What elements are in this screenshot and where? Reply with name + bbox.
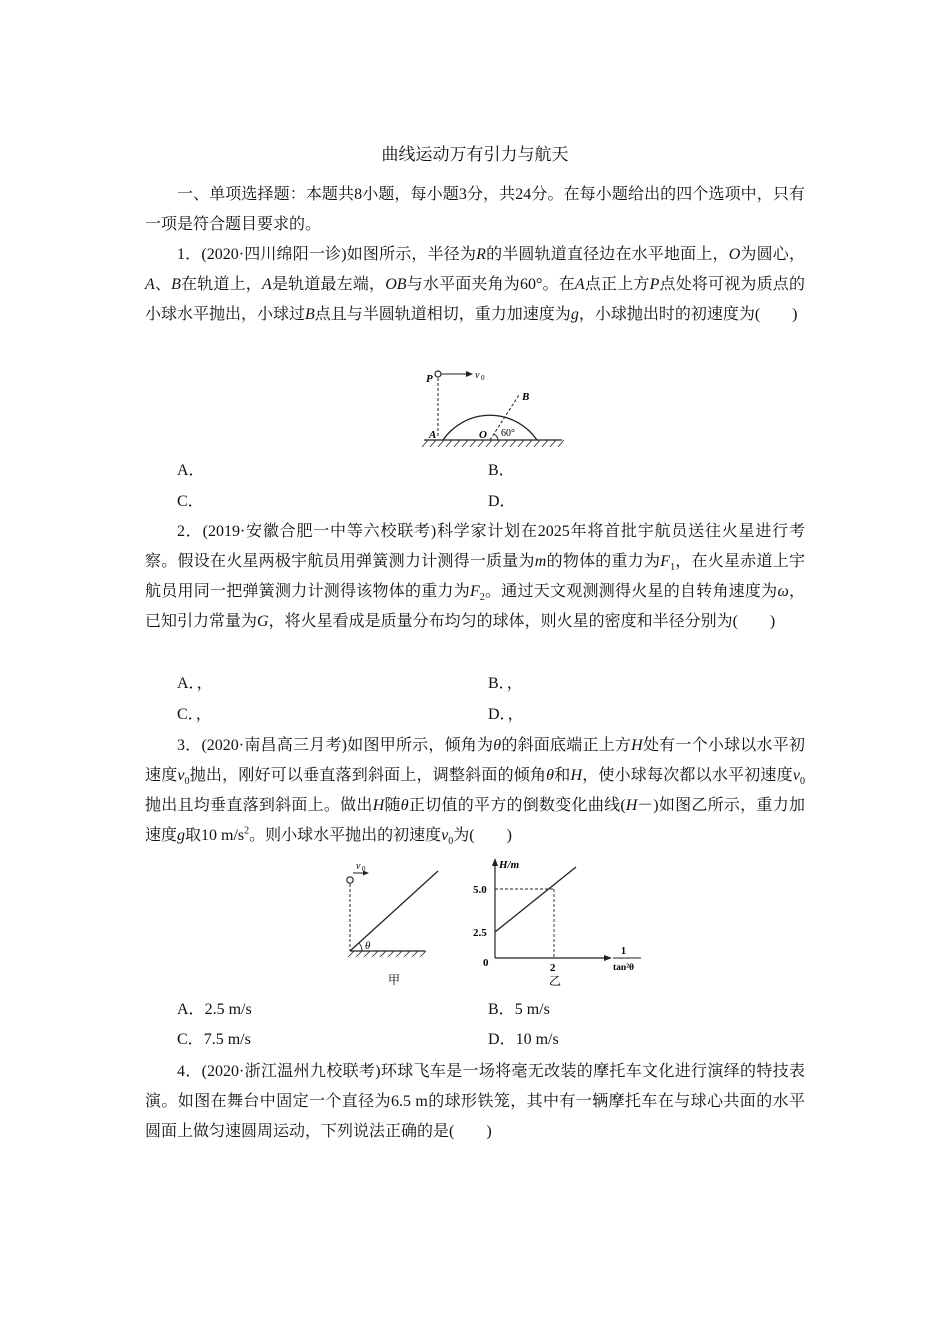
label-v0: v xyxy=(356,861,361,872)
q1-option-a-label: A． xyxy=(177,462,205,479)
q3-option-a-label: A． xyxy=(177,1001,205,1018)
q3-option-d-label: D． xyxy=(488,1031,516,1048)
question-3-source: (2020·南昌高三月考) xyxy=(201,737,348,754)
q2-option-a-label: A． xyxy=(177,675,197,692)
x-axis-denominator: tan²θ xyxy=(613,963,635,973)
label-v0-sub: 0 xyxy=(481,374,485,382)
q3-option-d-text: 10 m/s xyxy=(515,1031,559,1048)
label-angle: 60° xyxy=(501,428,515,439)
q2-option-b-text: ， xyxy=(506,675,523,692)
caption-yi: 乙 xyxy=(549,974,562,988)
q3-option-b-text: 5 m/s xyxy=(514,1001,550,1018)
q1-option-d-label: D． xyxy=(488,493,516,510)
q1-option-c[interactable] xyxy=(177,491,204,513)
question-3-figure-yi xyxy=(470,852,650,990)
question-4-source: (2020·浙江温州九校联考) xyxy=(201,1063,381,1080)
question-1-number: 1． xyxy=(177,246,202,263)
label-v0-sub: 0 xyxy=(362,865,366,873)
q2-option-c[interactable] xyxy=(177,704,212,726)
q2-option-c-text: ， xyxy=(195,706,212,723)
section-header: 一、单项选择题：本题共8小题，每小题3分，共24分。在每小题给出的四个选项中，只有一项是符合题目要求的。 xyxy=(145,186,805,233)
ground-hatching xyxy=(348,951,426,957)
q3-option-a-text: 2.5 m/s xyxy=(204,1001,252,1018)
page-title: 曲线运动万有引力与航天 xyxy=(381,145,569,164)
question-2-number: 2． xyxy=(177,523,203,540)
q2-option-c-label: C． xyxy=(177,706,196,723)
ground-hatching xyxy=(422,440,564,447)
q2-option-a[interactable] xyxy=(177,673,213,695)
question-1-stem: 1．(2020·四川绵阳一诊)如图所示，半径为R的半圆轨道直径边在水平地面上，O为圆心，A、B在轨道上，A是轨道最左端，OB与水平面夹角为60°。在A点正上方P点处将可视为质点的小球水平抛出，小球过B点且与半圆轨道相切，重力加速度为g，小球抛出时的初速度为( ) xyxy=(145,246,805,323)
q3-option-d[interactable] xyxy=(488,1029,559,1051)
question-1-figure xyxy=(418,364,568,452)
label-theta: θ xyxy=(365,940,371,952)
incline xyxy=(350,871,438,951)
q3-option-c-text: 7.5 m/s xyxy=(203,1031,251,1048)
q1-option-d[interactable] xyxy=(488,491,516,513)
q1-option-b-label: B． xyxy=(488,462,515,479)
x-tick-2: 2 xyxy=(550,962,556,974)
question-3-stem: 3．(2020·南昌高三月考)如图甲所示，倾角为θ的斜面底端正上方H处有一个小球以水平初速度$v_0$抛出，刚好可以垂直落到斜面上，调整斜面的倾角θ和H，使小球每次都以水平初速度$v_0$抛出且均垂直落到斜面上。做出H随θ正切值的平方的倒数变化曲线(H－)如图乙所示，重力加速度g取10 $m/s^2$。则小球水平抛出的初速度$v_0$为( ) xyxy=(145,737,805,848)
q2-option-b[interactable] xyxy=(488,673,523,695)
semicircle-track xyxy=(443,415,537,440)
question-2-stem: 2．(2019·安徽合肥一中等六校联考)科学家计划在2025年将首批宇航员送往火星进行考察。假设在火星两极宇航员用弹簧测力计测得一质量为m的物体的重力为$F_1$，在火星赤道上宇航员用同一把弹簧测力计测得该物体的重力为$F_2$。通过天文观测测得火星的自转角速度为ω，已知引力常量为G，将火星看成是质量分布均匀的球体，则火星的密度和半径分别为( ) xyxy=(145,523,805,630)
caption-jia: 甲 xyxy=(388,973,401,987)
y-axis-label: H/m xyxy=(499,859,520,871)
label-O: O xyxy=(479,429,487,441)
label-A: A xyxy=(429,429,437,441)
y-tick-2-5: 2.5 xyxy=(473,927,487,939)
q3-option-b-label: B． xyxy=(488,1001,515,1018)
q2-option-b-label: B． xyxy=(488,675,507,692)
q3-option-c[interactable] xyxy=(177,1029,251,1051)
y-tick-5: 5.0 xyxy=(473,884,487,896)
ball-icon xyxy=(347,877,353,883)
question-3-number: 3． xyxy=(177,737,202,754)
arrow-up-icon xyxy=(492,858,498,866)
q3-option-a[interactable] xyxy=(177,999,252,1021)
data-line xyxy=(495,867,576,932)
q2-option-d[interactable] xyxy=(488,704,524,726)
q2-option-d-label: D． xyxy=(488,706,508,723)
origin-label: 0 xyxy=(483,957,489,969)
question-4-stem: 4．(2020·浙江温州九校联考)环球飞车是一场将毫无改装的摩托车文化进行演绎的特技表演。如图在舞台中固定一个直径为6.5 m的球形铁笼，其中有一辆摩托车在与球心共面的水平圆面上做匀速圆周运动，下列说法正确的是( ) xyxy=(145,1063,805,1140)
question-2-source: (2019·安徽合肥一中等六校联考) xyxy=(202,523,437,540)
question-4-number: 4． xyxy=(177,1063,202,1080)
label-P: P xyxy=(426,373,433,385)
q3-option-b[interactable] xyxy=(488,999,550,1021)
label-v0: v xyxy=(475,370,480,381)
q1-option-c-label: C． xyxy=(177,493,204,510)
q2-option-d-text: ， xyxy=(507,706,524,723)
label-B: B xyxy=(522,391,530,403)
arrow-right-icon xyxy=(604,955,612,961)
q2-option-a-text: ， xyxy=(196,675,213,692)
q3-option-c-label: C． xyxy=(177,1031,204,1048)
q1-option-a[interactable] xyxy=(177,460,205,482)
q1-option-b[interactable] xyxy=(488,460,515,482)
question-1-source: (2020·四川绵阳一诊) xyxy=(201,246,347,263)
x-axis-numerator: 1 xyxy=(621,946,626,957)
arrow-right-icon xyxy=(466,371,473,377)
ball-icon xyxy=(435,371,441,377)
question-3-figure-jia xyxy=(340,858,455,990)
